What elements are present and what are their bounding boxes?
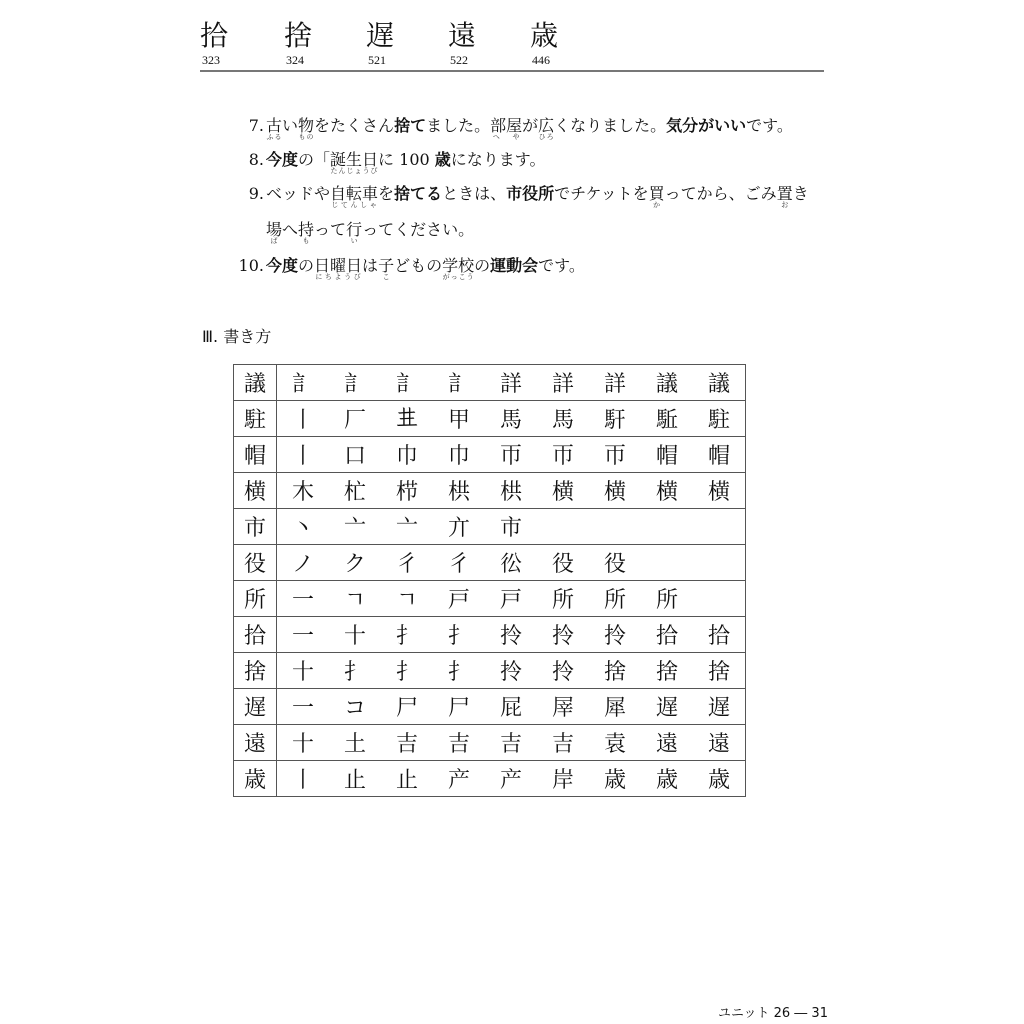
stroke-step: 歳	[589, 761, 641, 797]
stroke-step	[693, 509, 746, 545]
stroke-step: 拾	[693, 617, 746, 653]
stroke-step: 吉	[537, 725, 589, 761]
stroke-step: 拎	[589, 617, 641, 653]
stroke-step: 栱	[485, 473, 537, 509]
stroke-step: 十	[277, 653, 330, 689]
stroke-step: 杧	[329, 473, 381, 509]
stroke-step: 馬	[485, 401, 537, 437]
stroke-row	[234, 437, 746, 473]
stroke-step: 亠	[329, 509, 381, 545]
header-kanji-char: 遠	[448, 19, 477, 52]
stroke-step	[693, 581, 746, 617]
stroke-step: 横	[537, 473, 589, 509]
stroke-step: 扌	[329, 653, 381, 689]
stroke-row	[234, 761, 746, 797]
stroke-step: 横	[589, 473, 641, 509]
stroke-step: 吉	[485, 725, 537, 761]
stroke-row-kanji: 議	[234, 365, 277, 401]
stroke-step: 詳	[485, 365, 537, 401]
stroke-row	[234, 509, 746, 545]
stroke-step: 捨	[589, 653, 641, 689]
stroke-step: 遠	[693, 725, 746, 761]
header-kanji-1	[284, 18, 312, 66]
sentence-line	[232, 116, 832, 141]
page-footer: ユニット 26 ― 31	[718, 1006, 828, 1021]
stroke-step: 所	[537, 581, 589, 617]
header-kanji-4	[530, 18, 558, 66]
stroke-step: 遠	[641, 725, 693, 761]
stroke-step: 遅	[641, 689, 693, 725]
stroke-step: 巾	[381, 437, 433, 473]
stroke-row-kanji: 駐	[234, 401, 277, 437]
stroke-step: 尸	[433, 689, 485, 725]
header-kanji-0	[200, 18, 228, 66]
sentence-text: 今度の「誕生日たんじょうびに 100 歳になります。	[266, 150, 546, 175]
stroke-step: 拎	[537, 617, 589, 653]
stroke-row	[234, 617, 746, 653]
sentence-number: 10.	[238, 256, 264, 275]
header-kanji-3	[448, 18, 476, 66]
sentence-number: 8.	[248, 150, 264, 169]
header-kanji-char: 遅	[366, 19, 395, 52]
stroke-step: 駈	[641, 401, 693, 437]
stroke-step: 产	[433, 761, 485, 797]
stroke-step: 尸	[381, 689, 433, 725]
stroke-step: 訁	[277, 365, 330, 401]
stroke-row-kanji: 横	[234, 473, 277, 509]
stroke-step: 役	[537, 545, 589, 581]
stroke-step: 訁	[433, 365, 485, 401]
stroke-step: 駐	[693, 401, 746, 437]
stroke-step: 犀	[589, 689, 641, 725]
stroke-step: 横	[641, 473, 693, 509]
stroke-step: 馬	[537, 401, 589, 437]
stroke-step: 木	[277, 473, 330, 509]
sentence-line	[232, 220, 832, 244]
stroke-step: 訁	[329, 365, 381, 401]
stroke-step: 一	[277, 617, 330, 653]
sentence-text: ベッドや自転車じてんしゃを捨てるときは、市役所でチケットを買かってから、ごみ置おき	[266, 184, 809, 209]
stroke-step: 屖	[537, 689, 589, 725]
stroke-step: 巾	[433, 437, 485, 473]
stroke-row	[234, 581, 746, 617]
stroke-step	[641, 545, 693, 581]
section-heading: Ⅲ. 書き方	[202, 327, 272, 346]
stroke-row	[234, 689, 746, 725]
stroke-row	[234, 365, 746, 401]
stroke-step: 甲	[433, 401, 485, 437]
header-kanji-number: 522	[450, 53, 468, 67]
stroke-step: 丨	[277, 761, 330, 797]
stroke-step: 歳	[641, 761, 693, 797]
stroke-step: 戸	[485, 581, 537, 617]
stroke-row	[234, 473, 746, 509]
stroke-step: 丶	[277, 509, 330, 545]
stroke-row	[234, 401, 746, 437]
stroke-step: 市	[485, 509, 537, 545]
stroke-step: 彳	[381, 545, 433, 581]
sentence-line	[232, 184, 832, 208]
stroke-step: 拎	[537, 653, 589, 689]
stroke-step: 彳	[433, 545, 485, 581]
header-kanji-number: 324	[286, 53, 304, 67]
stroke-step: 扌	[433, 653, 485, 689]
stroke-step: 詳	[589, 365, 641, 401]
stroke-step	[693, 545, 746, 581]
header-kanji-char: 歳	[530, 19, 559, 52]
stroke-step: 扌	[381, 617, 433, 653]
stroke-step: 栉	[381, 473, 433, 509]
stroke-step: 議	[693, 365, 746, 401]
stroke-step: 𠀎	[381, 401, 433, 437]
stroke-step: 横	[693, 473, 746, 509]
header-kanji-number: 446	[532, 53, 550, 67]
sentence-line	[232, 150, 832, 174]
stroke-step: 帽	[641, 437, 693, 473]
stroke-step: 所	[589, 581, 641, 617]
stroke-step: 所	[641, 581, 693, 617]
stroke-step	[537, 509, 589, 545]
stroke-row	[234, 725, 746, 761]
stroke-step: 丨	[277, 401, 330, 437]
stroke-step: 帀	[485, 437, 537, 473]
sentence-number: 9.	[248, 184, 264, 203]
stroke-step: 口	[329, 437, 381, 473]
stroke-order-table	[233, 364, 746, 797]
sentence-number: 7.	[248, 116, 264, 135]
stroke-step: 亠	[381, 509, 433, 545]
stroke-row	[234, 653, 746, 689]
stroke-step: 馯	[589, 401, 641, 437]
stroke-step: 歳	[693, 761, 746, 797]
stroke-step: 扌	[433, 617, 485, 653]
stroke-step: 捨	[693, 653, 746, 689]
stroke-row-kanji: 帽	[234, 437, 277, 473]
stroke-step: ㄱ	[381, 581, 433, 617]
sentence-line	[232, 256, 832, 280]
stroke-step: 帀	[537, 437, 589, 473]
sentence-text: 場ばへ持もって行いってください。	[266, 220, 475, 245]
stroke-step: 捨	[641, 653, 693, 689]
header-kanji-char: 捨	[284, 19, 313, 52]
stroke-step: 屁	[485, 689, 537, 725]
stroke-step: 拎	[485, 653, 537, 689]
stroke-step: 役	[589, 545, 641, 581]
stroke-step: 袁	[589, 725, 641, 761]
stroke-step: 吉	[381, 725, 433, 761]
stroke-step: 一	[277, 689, 330, 725]
stroke-step: 拎	[485, 617, 537, 653]
header-kanji-2	[366, 18, 394, 66]
stroke-step: 十	[277, 725, 330, 761]
stroke-step: コ	[329, 689, 381, 725]
stroke-step: 詳	[537, 365, 589, 401]
stroke-step: 岸	[537, 761, 589, 797]
stroke-row-kanji: 市	[234, 509, 277, 545]
header-kanji-number: 521	[368, 53, 386, 67]
stroke-step: 拾	[641, 617, 693, 653]
stroke-row-kanji: 役	[234, 545, 277, 581]
stroke-step: 議	[641, 365, 693, 401]
stroke-step: 戸	[433, 581, 485, 617]
stroke-step: 遅	[693, 689, 746, 725]
sentence-text: 古ふるい物ものをたくさん捨てました。部屋へ やが広ひろくなりました。気分がいいです。	[266, 116, 793, 141]
sentence-text: 今度の日曜日にちようびは子こどもの学校がっこうの運動会です。	[266, 256, 585, 281]
stroke-step: 亣	[433, 509, 485, 545]
stroke-step	[589, 509, 641, 545]
stroke-step: 土	[329, 725, 381, 761]
stroke-step: 一	[277, 581, 330, 617]
stroke-step: ク	[329, 545, 381, 581]
header-kanji-number: 323	[202, 53, 220, 67]
stroke-step: 吉	[433, 725, 485, 761]
stroke-step	[641, 509, 693, 545]
stroke-step: 栱	[433, 473, 485, 509]
stroke-step: 扌	[381, 653, 433, 689]
stroke-step: 产	[485, 761, 537, 797]
stroke-step: 訁	[381, 365, 433, 401]
stroke-step: 彸	[485, 545, 537, 581]
stroke-row-kanji: 歳	[234, 761, 277, 797]
stroke-row-kanji: 捨	[234, 653, 277, 689]
stroke-step: ノ	[277, 545, 330, 581]
stroke-step: 丨	[277, 437, 330, 473]
stroke-row-kanji: 所	[234, 581, 277, 617]
stroke-step: 止	[381, 761, 433, 797]
stroke-row-kanji: 遠	[234, 725, 277, 761]
stroke-step: ㄱ	[329, 581, 381, 617]
stroke-row-kanji: 遅	[234, 689, 277, 725]
stroke-step: 帀	[589, 437, 641, 473]
stroke-step: 帽	[693, 437, 746, 473]
stroke-row	[234, 545, 746, 581]
stroke-step: 厂	[329, 401, 381, 437]
stroke-step: 十	[329, 617, 381, 653]
stroke-step: 止	[329, 761, 381, 797]
header-kanji-strip	[200, 18, 824, 72]
header-kanji-char: 拾	[200, 19, 229, 52]
stroke-row-kanji: 拾	[234, 617, 277, 653]
